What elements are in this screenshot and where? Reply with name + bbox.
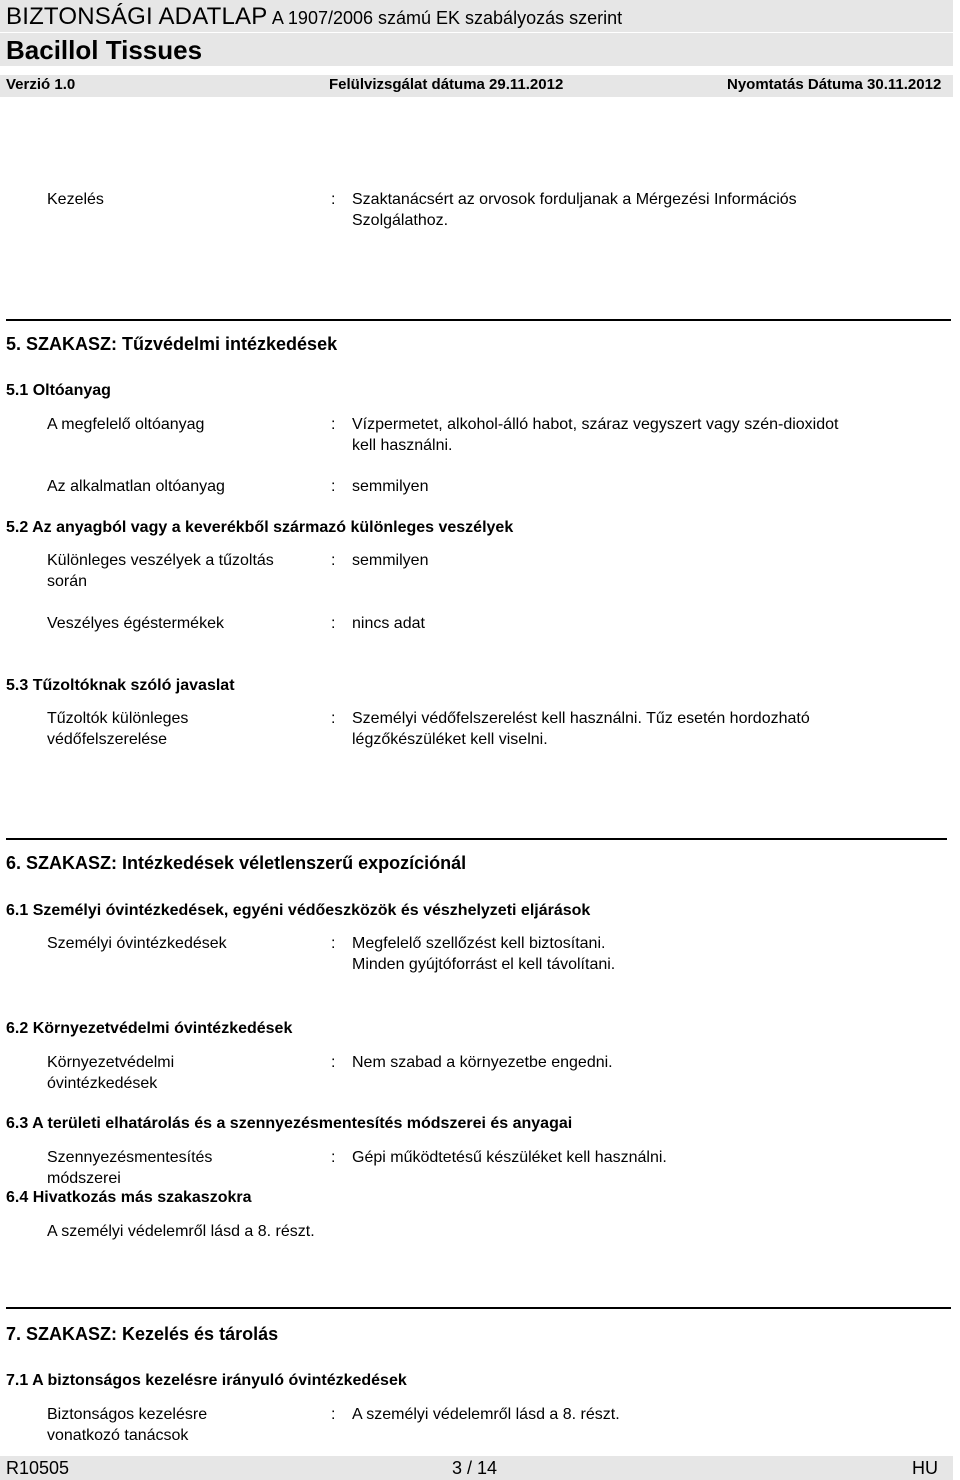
personal-precautions-value-line2: Minden gyújtóforrást el kell távolítani. — [352, 956, 616, 973]
firefighter-ppe-value-line2: légzőkészüléket kell viselni. — [352, 731, 548, 748]
document-title — [6, 3, 622, 31]
personal-precautions-value-line1: Megfelelő szellőzést kell biztosítani. — [352, 935, 606, 952]
colon-separator: : — [331, 478, 336, 495]
colon-separator: : — [331, 191, 336, 208]
colon-separator: : — [331, 935, 336, 952]
product-name: Bacillol Tissues — [6, 35, 203, 65]
firefighter-ppe-label-line2: védőfelszerelése — [47, 731, 168, 748]
document-title-regulation: A 1907/2006 számú EK szabályozás szerint — [271, 8, 623, 28]
print-date: Nyomtatás Dátuma 30.11.2012 — [727, 76, 942, 93]
subsection-7-1-title: 7.1 A biztonságos kezelésre irányuló óvintézkedések — [6, 1372, 407, 1389]
colon-separator: : — [331, 710, 336, 727]
environmental-precautions-value: Nem szabad a környezetbe engedni. — [352, 1054, 613, 1071]
colon-separator: : — [331, 416, 336, 433]
colon-separator: : — [331, 1406, 336, 1423]
firefighter-ppe-value-line1: Személyi védőfelszerelést kell használni. Tűz esetén hordozható — [352, 710, 810, 727]
cleanup-methods-label-line1: Szennyezésmentesítés — [47, 1149, 213, 1166]
footer-language: HU — [912, 1458, 938, 1478]
combustion-products-value: nincs adat — [352, 615, 425, 632]
footer-page-number: 3 / 14 — [452, 1458, 498, 1478]
section-7-title: 7. SZAKASZ: Kezelés és tárolás — [6, 1324, 279, 1344]
colon-separator: : — [331, 615, 336, 632]
section-5-title: 5. SZAKASZ: Tűzvédelmi intézkedések — [6, 334, 338, 354]
document-title-main: BIZTONSÁGI ADATLAP — [6, 3, 268, 30]
handling-advice-label-line1: Biztonságos kezelésre — [47, 1406, 208, 1423]
handling-advice-value: A személyi védelemről lásd a 8. részt. — [352, 1406, 620, 1423]
treatment-label: Kezelés — [47, 191, 104, 208]
subsection-6-4-title: 6.4 Hivatkozás más szakaszokra — [6, 1189, 252, 1206]
unsuitable-media-label: Az alkalmatlan oltóanyag — [47, 478, 225, 495]
cleanup-methods-label-line2: módszerei — [47, 1170, 121, 1187]
section-divider — [6, 838, 947, 840]
treatment-value-line2: Szolgálathoz. — [352, 212, 449, 229]
footer-document-code: R10505 — [6, 1458, 70, 1478]
handling-advice-label-line2: vonatkozó tanácsok — [47, 1427, 189, 1444]
personal-precautions-label: Személyi óvintézkedések — [47, 935, 227, 952]
subsection-5-3-title: 5.3 Tűzoltóknak szóló javaslat — [6, 677, 235, 694]
colon-separator: : — [331, 1054, 336, 1071]
colon-separator: : — [331, 552, 336, 569]
subsection-6-2-title: 6.2 Környezetvédelmi óvintézkedések — [6, 1020, 293, 1037]
version-label: Verzió 1.0 — [6, 76, 76, 93]
suitable-media-value-line2: kell használni. — [352, 437, 453, 454]
special-hazards-value: semmilyen — [352, 552, 429, 569]
reference-text: A személyi védelemről lásd a 8. részt. — [47, 1223, 315, 1240]
subsection-6-1-title: 6.1 Személyi óvintézkedések, egyéni védőeszközök és vészhelyzeti eljárások — [6, 902, 591, 919]
combustion-products-label: Veszélyes égéstermékek — [47, 615, 224, 632]
environmental-precautions-label-line1: Környezetvédelmi — [47, 1054, 175, 1071]
special-hazards-label-line2: során — [47, 573, 88, 590]
subsection-5-2-title: 5.2 Az anyagból vagy a keverékből származó különleges veszélyek — [6, 519, 514, 536]
unsuitable-media-value: semmilyen — [352, 478, 429, 495]
section-divider — [6, 319, 951, 321]
environmental-precautions-label-line2: óvintézkedések — [47, 1075, 158, 1092]
firefighter-ppe-label-line1: Tűzoltók különleges — [47, 710, 189, 727]
revision-date: Felülvizsgálat dátuma 29.11.2012 — [329, 76, 564, 93]
subsection-5-1-title: 5.1 Oltóanyag — [6, 382, 111, 399]
subsection-6-3-title: 6.3 A területi elhatárolás és a szennyezésmentesítés módszerei és anyagai — [6, 1115, 573, 1132]
cleanup-methods-value: Gépi működtetésű készüléket kell használni. — [352, 1149, 667, 1166]
colon-separator: : — [331, 1149, 336, 1166]
special-hazards-label-line1: Különleges veszélyek a tűzoltás — [47, 552, 274, 569]
section-divider — [6, 1307, 951, 1309]
suitable-media-value-line1: Vízpermetet, alkohol-álló habot, száraz vegyszert vagy szén-dioxidot — [352, 416, 839, 433]
treatment-value-line1: Szaktanácsért az orvosok forduljanak a Mérgezési Információs — [352, 191, 797, 208]
section-6-title: 6. SZAKASZ: Intézkedések véletlenszerű expozíciónál — [6, 853, 467, 873]
suitable-media-label: A megfelelő oltóanyag — [47, 416, 205, 433]
